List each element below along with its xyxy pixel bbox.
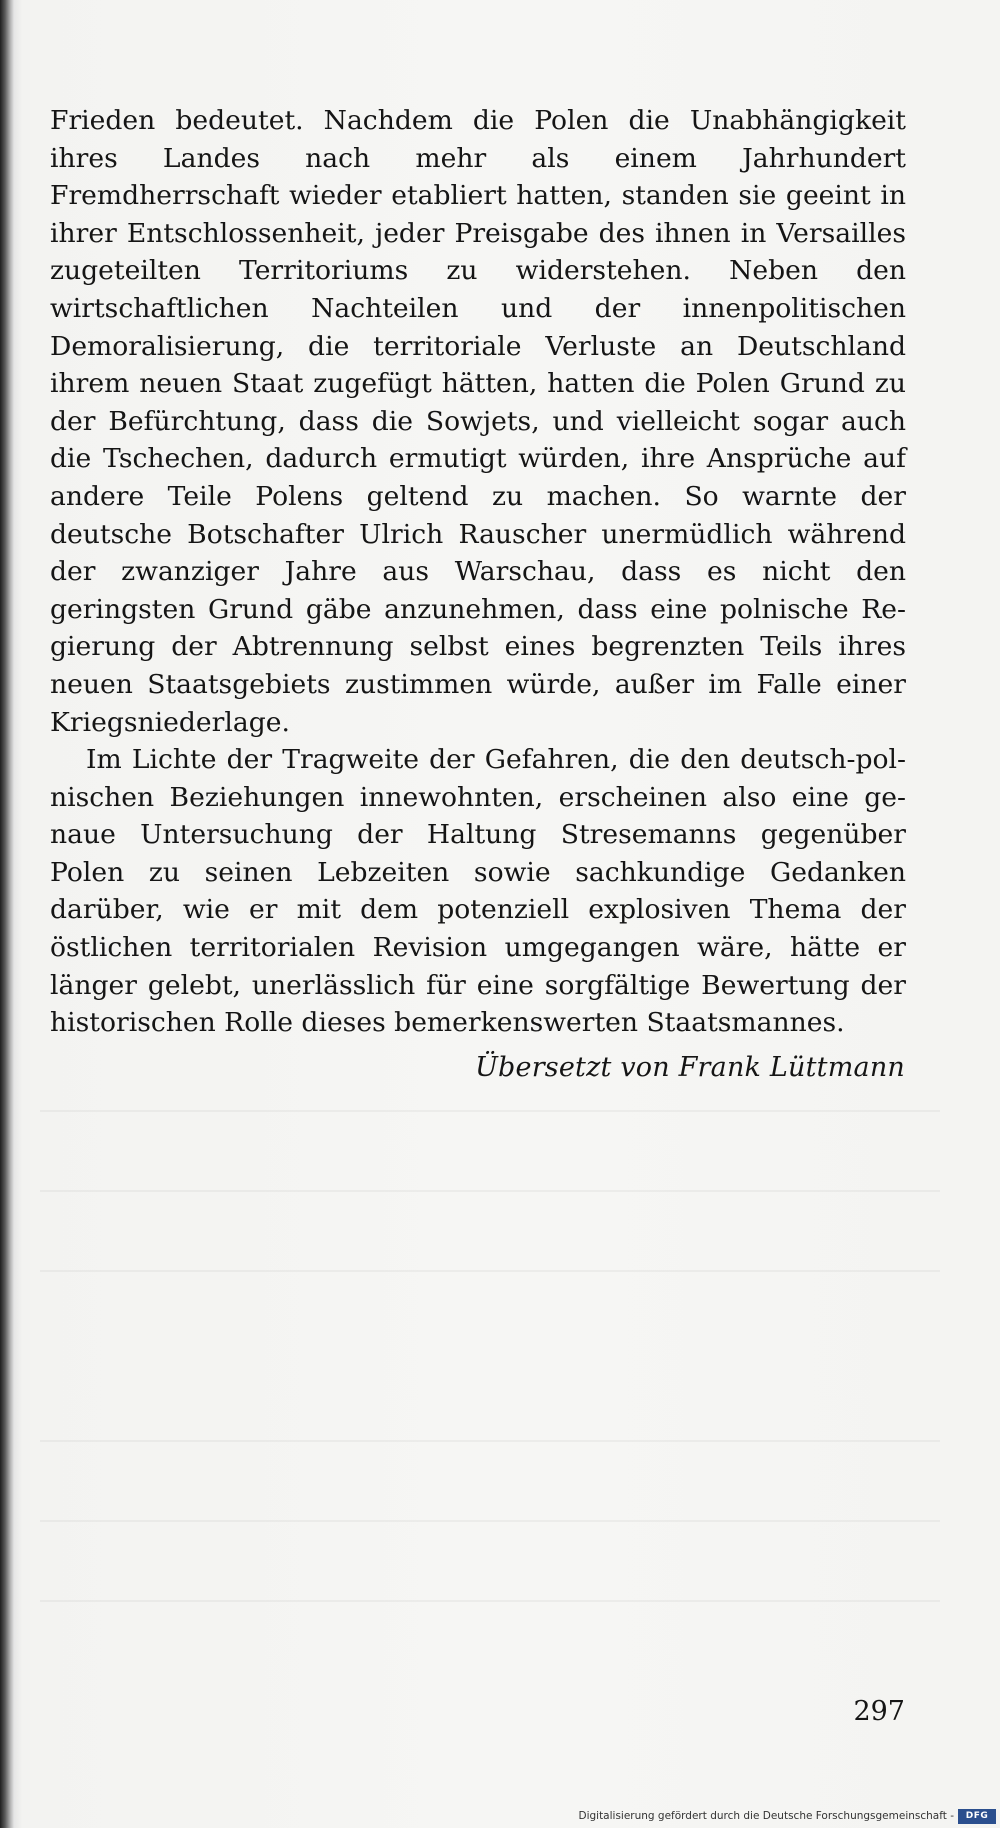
show-through-line — [40, 1520, 940, 1522]
show-through-line — [40, 1190, 940, 1192]
spine-shadow — [0, 0, 14, 1828]
digitization-credit: Digitalisierung gefördert durch die Deutsche Forschungsgemeinschaft - — [578, 1810, 954, 1822]
show-through-line — [40, 1440, 940, 1442]
body-text — [50, 102, 906, 1042]
paragraph: Frieden bedeutet. Nachdem die Polen die Unabhängigkeit ihres Landes nach mehr als einem Jahrhundert Fremdherrschaft wieder etabliert hatten, standen sie geeint in ihrer Entschlossenheit, jeder Preisgabe des ihnen in Versailles zugeteilten Territoriums zu widerstehen. Neben den wirtschaftlichen Nachteilen und der innenpolitischen Demoralisierung, die territoriale Verluste an Deutschland ihrem neuen Staat zugefügt hätten, hatten die Polen Grund zu der Befürchtung, dass die Sowjets, und vielleicht sogar auch die Tschechen, dadurch ermutigt würden, ihre Ansprüche auf andere Teile Polens geltend zu machen. So warnte der deutsche Botschafter Ulrich Rauscher unermüdlich während der zwanziger Jahre aus Warschau, dass es nicht den geringsten Grund gäbe anzunehmen, dass eine polnische Regierung der Abtrennung selbst eines begrenzten Teils ihres neuen Staatsgebiets zustimmen würde, außer im Falle einer Kriegsniederlage. — [50, 105, 906, 738]
page-number: 297 — [853, 1696, 905, 1727]
show-through-line — [40, 1110, 940, 1112]
show-through-line — [40, 1600, 940, 1602]
dfg-logo: DFG — [958, 1809, 996, 1824]
translator-credit: Übersetzt von Frank Lüttmann — [475, 1052, 905, 1083]
paragraph: Im Lichte der Tragweite der Gefahren, die den deutsch-polnischen Beziehungen innewohnten, erscheinen also eine genaue Untersuchung der Haltung Stresemanns gegenüber Polen zu seinen Lebzeiten sowie sachkundige Gedanken darüber, wie er mit dem potenziell explosiven Thema der östlichen territorialen Revision umgegangen wäre, hätte er länger gelebt, unerlässlich für eine sorgfältige Bewertung der historischen Rolle dieses bemerkenswerten Staatsmannes. — [50, 744, 906, 1039]
show-through-line — [40, 1270, 940, 1272]
